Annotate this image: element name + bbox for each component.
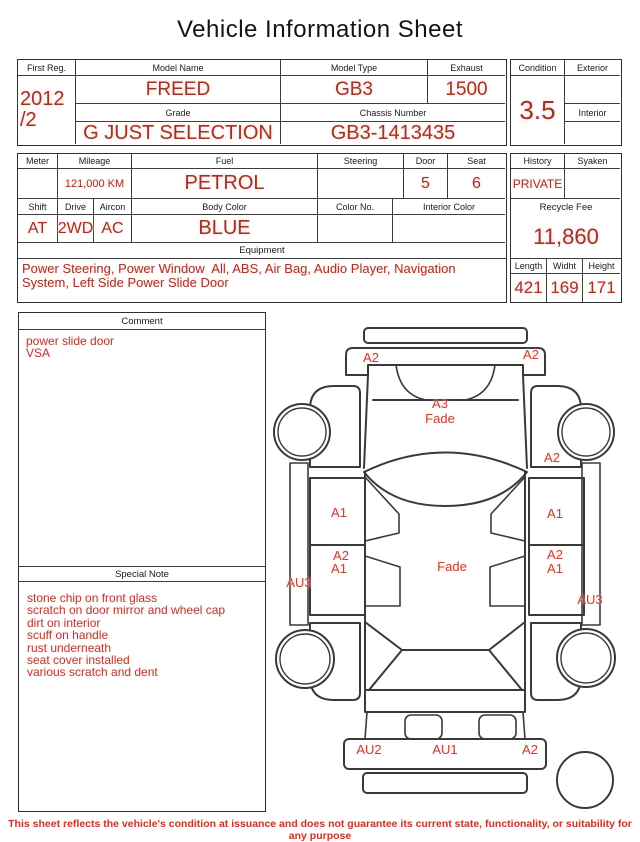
steering-label: Steering	[318, 154, 404, 169]
comment-content	[19, 330, 265, 365]
model-name-value: FREED	[76, 76, 281, 104]
color-no-value	[318, 215, 393, 243]
rear-left-wheel	[276, 630, 334, 688]
fuel-value: PETROL	[132, 169, 318, 199]
car-front-top-strip	[364, 328, 527, 343]
steering-value	[318, 169, 404, 199]
damage-label-right-front-door: A1	[547, 506, 563, 521]
door-label: Door	[404, 154, 448, 169]
damage-label-right-slide-door-1: A2	[547, 547, 563, 562]
car-roof-rails	[365, 472, 525, 690]
car-left-sill	[290, 463, 308, 625]
syaken-label: Syaken	[565, 154, 620, 169]
special-note-content	[19, 587, 265, 684]
exhaust-label: Exhaust	[428, 60, 505, 76]
car-left-front-window	[365, 477, 399, 541]
damage-label-right-fender: A2	[544, 450, 560, 465]
length-value: 421	[511, 274, 547, 302]
damage-label-hood-fade: Fade	[425, 411, 455, 426]
model-type-label: Model Type	[281, 60, 428, 76]
height-value: 171	[587, 278, 616, 297]
recycle-fee-label: Recycle Fee	[539, 201, 593, 213]
car-damage-diagram	[268, 315, 623, 810]
interior-color-value	[393, 215, 505, 243]
special-note-line: seat cover installed	[27, 653, 130, 668]
car-rear-bottom-strip	[363, 773, 527, 793]
first-reg-label: First Reg.	[18, 60, 76, 76]
comment-header: Comment	[19, 313, 265, 330]
grade-label: Grade	[76, 104, 281, 122]
interior-label: Interior	[565, 104, 620, 122]
condition-score: 3.5	[511, 76, 565, 144]
car-left-slide-window	[365, 556, 400, 606]
car-windshield	[364, 453, 527, 507]
page-title: Vehicle Information Sheet	[176, 16, 463, 43]
special-note-line: stone chip on front glass	[27, 591, 158, 605]
length-label: Length	[511, 259, 547, 274]
damage-label-rear-bumper-left: AU2	[356, 742, 382, 757]
body-color-label: Body Color	[132, 199, 318, 215]
shift-value: AT	[18, 215, 58, 243]
recycle-fee-value: 11,860	[533, 223, 599, 249]
equipment-label: Equipment	[18, 243, 506, 259]
width-value: 169	[547, 274, 583, 302]
interior-value	[565, 122, 620, 144]
chassis-number-label: Chassis Number	[281, 104, 505, 122]
car-rear-pillars	[365, 622, 525, 650]
condition-box	[510, 59, 622, 146]
front-right-wheel	[558, 404, 614, 460]
spare-tire	[557, 752, 613, 808]
special-note-line: rust underneath	[27, 640, 112, 655]
car-tailgate	[365, 690, 525, 712]
seat-label: Seat	[448, 154, 505, 169]
comment-line: VSA	[26, 346, 51, 361]
drive-label: Drive	[58, 199, 94, 215]
damage-label-front-bumper-left: A2	[363, 350, 379, 365]
damage-label-left-sill: AU3	[286, 575, 312, 590]
car-right-front-window	[491, 477, 525, 541]
aircon-label: Aircon	[94, 199, 132, 215]
first-reg-value	[18, 76, 76, 144]
damage-label-rear-bumper-right: A2	[522, 742, 538, 757]
car-rear-corners	[365, 712, 525, 739]
color-no-label: Color No.	[318, 199, 393, 215]
width-label: Widht	[547, 259, 583, 274]
seat-value: 6	[448, 169, 505, 199]
first-reg-month: /2	[20, 109, 37, 131]
damage-label-hood-grade: A3	[432, 396, 448, 411]
equipment-value: Power Steering, Power Window All, ABS, Air Bag, Audio Player, Navigation System, Left Side Power Slide Door	[22, 261, 460, 290]
syaken-value	[565, 169, 620, 199]
shift-label: Shift	[18, 199, 58, 215]
interior-color-label: Interior Color	[393, 199, 505, 215]
mileage-value: 121,000 KM	[58, 169, 132, 199]
door-value: 5	[404, 169, 448, 199]
exterior-value	[565, 76, 620, 104]
special-note-line: scuff on handle	[27, 628, 109, 643]
car-rear-window	[369, 650, 522, 690]
meter-label: Meter	[18, 154, 58, 169]
meter-value	[18, 169, 58, 199]
identification-table	[17, 59, 507, 146]
drive-value: 2WD	[58, 215, 94, 243]
chassis-number-value: GB3-1413435	[330, 121, 456, 144]
car-rear-right-recess	[479, 715, 516, 739]
damage-label-left-slide-door-2: A1	[331, 561, 347, 576]
damage-label-right-slide-door-2: A1	[547, 561, 563, 576]
car-left-headlight	[396, 365, 426, 400]
special-note-header: Special Note	[19, 566, 265, 582]
history-value: PRIVATE	[511, 169, 565, 199]
aircon-value: AC	[94, 215, 132, 243]
special-note-line: various scratch and dent	[27, 665, 158, 680]
fuel-label: Fuel	[132, 154, 318, 169]
model-type-value: GB3	[281, 76, 428, 104]
damage-label-roof-fade: Fade	[437, 559, 467, 574]
comment-box	[18, 312, 266, 812]
body-color-value: BLUE	[132, 215, 318, 243]
damage-label-left-slide-door-1: A2	[333, 548, 349, 563]
special-note-line: dirt on interior	[27, 615, 101, 630]
comment-line: power slide door	[26, 334, 115, 348]
model-name-label: Model Name	[76, 60, 281, 76]
car-right-headlight	[465, 365, 495, 400]
damage-label-rear-bumper-center: AU1	[432, 742, 458, 757]
car-right-slide-window	[490, 556, 525, 606]
disclaimer-text: This sheet reflects the vehicle's condition at issuance and does not guarantee its current state, functionality, or suitability for any purpose	[8, 818, 632, 842]
spec-table	[17, 153, 507, 303]
front-left-wheel	[274, 404, 330, 460]
height-label: Height	[583, 259, 620, 274]
damage-label-front-bumper-right: A2	[523, 347, 539, 362]
condition-label: Condition	[511, 60, 565, 76]
mileage-label: Mileage	[58, 154, 132, 169]
damage-label-left-front-door: A1	[331, 505, 347, 520]
damage-label-right-sill: AU3	[577, 592, 603, 607]
history-box	[510, 153, 622, 303]
rear-right-wheel	[557, 629, 615, 687]
grade-value: G JUST SELECTION	[76, 122, 281, 144]
exterior-label: Exterior	[565, 60, 620, 76]
history-label: History	[511, 154, 565, 169]
first-reg-year: 2012	[20, 88, 65, 110]
car-rear-left-recess	[405, 715, 442, 739]
exhaust-value: 1500	[428, 76, 505, 104]
special-note-line: scratch on door mirror and wheel cap	[27, 603, 226, 618]
